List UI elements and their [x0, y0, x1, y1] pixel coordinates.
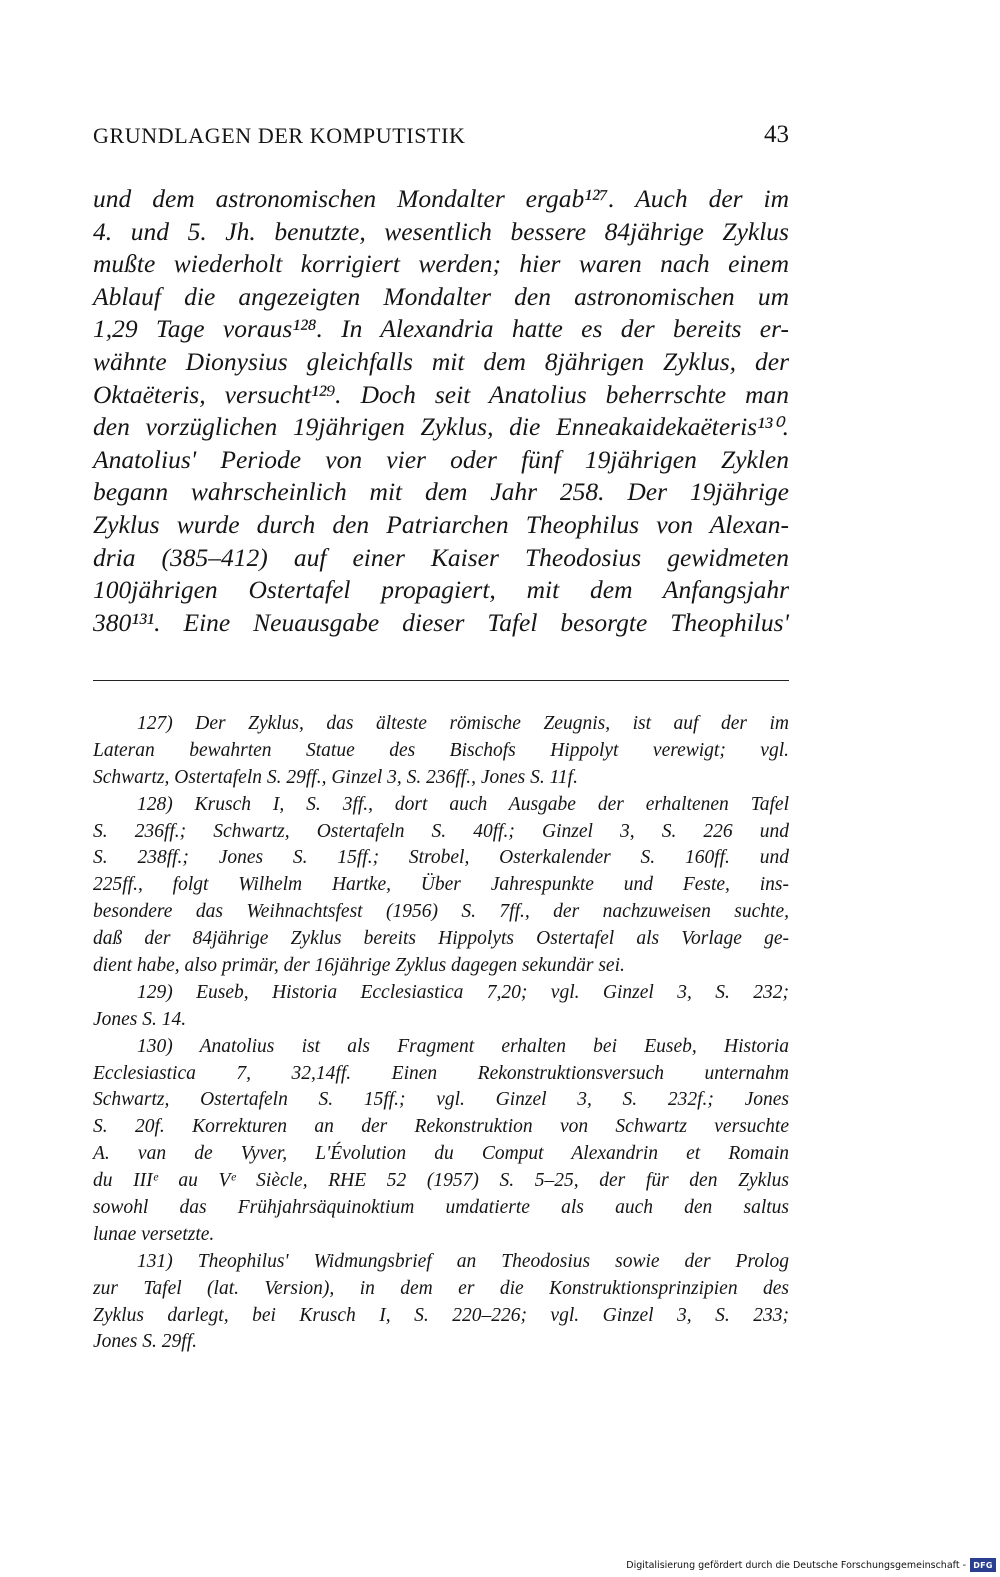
footnote-line: Zyklus darlegt, bei Krusch I, S. 220–226; vgl. Ginzel 3, S. 233; [93, 1304, 789, 1326]
footnote-line: Schwartz, Ostertafeln S. 29ff., Ginzel 3, S. 236ff., Jones S. 11f. [93, 766, 578, 788]
body-line: 100jährigen Ostertafel propagiert, mit dem Anfangsjahr [93, 575, 789, 605]
footnote-line: S. 20f. Korrekturen an der Rekonstruktion von Schwartz versuchte [93, 1116, 789, 1138]
footnote-line: 131) Theophilus' Widmungsbrief an Theodosius sowie der Prolog [137, 1250, 789, 1272]
footnote-line: du IIIᵉ au Vᵉ Siècle, RHE 52 (1957) S. 5–25, der für den Zyklus [93, 1170, 789, 1192]
footnote-line: daß der 84jährige Zyklus bereits Hippolyts Ostertafel als Vorlage ge- [93, 928, 789, 950]
footnote-line: besondere das Weihnachtsfest (1956) S. 7ff., der nachzuweisen suchte, [93, 901, 789, 923]
body-line: 380¹³¹. Eine Neuausgabe dieser Tafel besorgte Theophilus' [93, 607, 789, 637]
body-line: wähnte Dionysius gleichfalls mit dem 8jährigen Zyklus, der [93, 346, 789, 376]
footnote-line: S. 238ff.; Jones S. 15ff.; Strobel, Osterkalender S. 160ff. und [93, 847, 789, 869]
body-line: Ablauf die angezeigten Mondalter den astronomischen um [93, 281, 789, 311]
footnotes [93, 711, 789, 1356]
body-line: Zyklus wurde durch den Patriarchen Theophilus von Alexan- [93, 509, 789, 539]
body-line: 4. und 5. Jh. benutzte, wesentlich bessere 84jährige Zyklus [93, 216, 789, 246]
footnote-line: lunae versetzte. [93, 1223, 215, 1245]
credit-text: Digitalisierung gefördert durch die Deutsche Forschungsgemeinschaft - [626, 1559, 966, 1571]
footnote-line: Ecclesiastica 7, 32,14ff. Einen Rekonstruktionsversuch unternahm [93, 1062, 789, 1084]
page-number: 43 [764, 121, 789, 148]
footnote-line: A. van de Vyver, L'Évolution du Comput Alexandrin et Romain [93, 1143, 789, 1165]
dfg-logo-icon: DFG [970, 1558, 996, 1572]
footnote-line: sowohl das Frühjahrsäquinoktium umdatierte als auch den saltus [93, 1197, 789, 1219]
body-line: begann wahrscheinlich mit dem Jahr 258. Der 19jährige [93, 477, 789, 507]
digitization-credit [626, 1555, 996, 1575]
body-line: und dem astronomischen Mondalter ergab¹²⁷. Auch der im [93, 184, 789, 213]
footnote-line: Schwartz, Ostertafeln S. 15ff.; vgl. Ginzel 3, S. 232f.; Jones [93, 1089, 789, 1111]
footnote-line: 128) Krusch I, S. 3ff., dort auch Ausgabe der erhaltenen Tafel [137, 793, 789, 815]
footnote-line: 127) Der Zyklus, das älteste römische Zeugnis, ist auf der im [137, 713, 789, 734]
footnote-line: Jones S. 29ff. [93, 1331, 197, 1353]
footnote-line: Lateran bewahrten Statue des Bischofs Hippolyt verewigt; vgl. [93, 739, 789, 761]
body-line: den vorzüglichen 19jährigen Zyklus, die Enneakaidekaëteris¹³⁰. [93, 412, 789, 442]
footnote-line: 225ff., folgt Wilhelm Hartke, Über Jahrespunkte und Feste, ins- [93, 874, 789, 896]
body-line: Oktaëteris, versucht¹²⁹. Doch seit Anatolius beherrschte man [93, 379, 789, 409]
footnote-line: S. 236ff.; Schwartz, Ostertafeln S. 40ff.; Ginzel 3, S. 226 und [93, 820, 789, 842]
body-line: Anatolius' Periode von vier oder fünf 19jährigen Zyklen [93, 444, 789, 474]
running-title: GRUNDLAGEN DER KOMPUTISTIK [93, 123, 466, 148]
footnote-line: 129) Euseb, Historia Ecclesiastica 7,20; vgl. Ginzel 3, S. 232; [137, 981, 789, 1003]
footnote-separator-rule [93, 680, 789, 681]
footnote-line: 130) Anatolius ist als Fragment erhalten bei Euseb, Historia [137, 1035, 789, 1057]
footnote-line: Jones S. 14. [93, 1008, 187, 1030]
running-head [93, 121, 789, 155]
body-line: mußte wiederholt korrigiert werden; hier waren nach einem [93, 249, 789, 279]
body-line: dria (385–412) auf einer Kaiser Theodosius gewidmeten [93, 542, 789, 572]
footnote-line: zur Tafel (lat. Version), in dem er die Konstruktionsprinzipien des [93, 1277, 789, 1299]
footnote-131 [93, 1249, 789, 1357]
footnote-129 [93, 980, 789, 1034]
footnote-128 [93, 792, 789, 980]
footnote-130 [93, 1034, 789, 1249]
body-line: 1,29 Tage voraus¹²⁸. In Alexandria hatte es der bereits er- [93, 314, 789, 344]
body-text [93, 183, 789, 639]
footnote-127 [93, 711, 789, 792]
footnote-line: dient habe, also primär, der 16jährige Zyklus dagegen sekundär sei. [93, 955, 625, 977]
